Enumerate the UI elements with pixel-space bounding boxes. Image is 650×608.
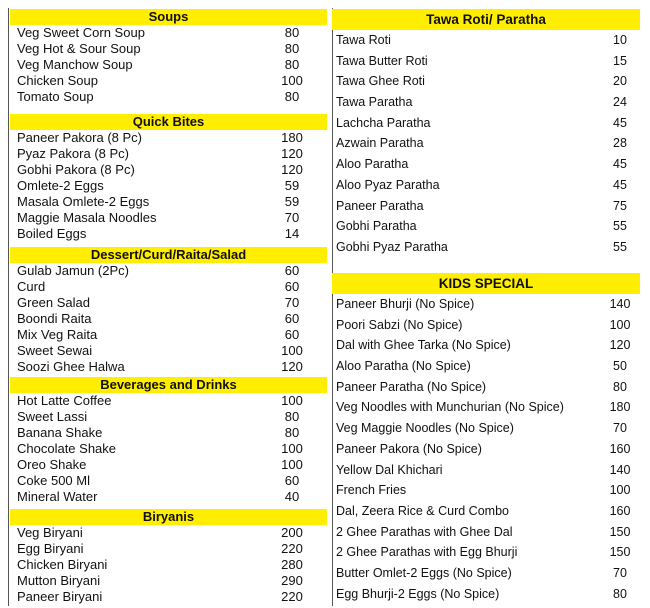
menu-item (10, 210, 327, 226)
section-header: Biryanis (10, 509, 327, 525)
menu-item-name: Veg Biryani (17, 525, 83, 540)
menu-item-price: 150 (609, 545, 631, 560)
menu-item (10, 311, 327, 327)
menu-item-name: Omlete-2 Eggs (17, 178, 104, 193)
menu-item-name: Yellow Dal Khichari (336, 462, 443, 477)
menu-item-price: 50 (613, 359, 627, 374)
menu-item (332, 71, 640, 92)
menu-item-price: 140 (609, 462, 631, 477)
menu-item-price: 120 (281, 162, 303, 177)
menu-item (332, 51, 640, 72)
menu-item (332, 335, 640, 356)
menu-item-name: Veg Hot & Sour Soup (17, 41, 141, 56)
section-quick-bites (10, 114, 327, 242)
menu-item (10, 589, 327, 605)
menu-item (10, 146, 327, 162)
menu-item-name: Maggie Masala Noodles (17, 210, 157, 225)
menu-item (10, 343, 327, 359)
menu-item-name: Mix Veg Raita (17, 327, 98, 342)
menu-item-price: 40 (284, 489, 300, 504)
menu-item-name: Mineral Water (17, 489, 98, 504)
menu-item-price: 80 (284, 425, 300, 440)
menu-item-price: 60 (284, 311, 300, 326)
menu-item (332, 542, 640, 563)
menu-item (10, 279, 327, 295)
menu-item-name: French Fries (336, 483, 407, 498)
menu-item (332, 237, 640, 258)
menu-item-name: Curd (17, 279, 46, 294)
menu-item-price: 180 (281, 130, 303, 145)
menu-item (10, 25, 327, 41)
menu-item (10, 162, 327, 178)
menu-item (332, 501, 640, 522)
menu-item (332, 154, 640, 175)
menu-item-price: 60 (284, 279, 300, 294)
menu-item (10, 89, 327, 105)
section-biryanis (10, 509, 327, 605)
menu-item-price: 120 (609, 338, 631, 353)
menu-item-price: 75 (613, 198, 627, 213)
menu-item-name: Chicken Soup (17, 73, 98, 88)
menu-item (332, 460, 640, 481)
menu-item-price: 70 (284, 295, 300, 310)
menu-item-name: Veg Sweet Corn Soup (17, 25, 145, 40)
menu-item (332, 113, 640, 134)
menu-item-name: Gulab Jamun (2Pc) (17, 263, 129, 278)
menu-item-price: 80 (284, 409, 300, 424)
menu-item-name: Tawa Roti (336, 33, 391, 47)
menu-item-name: Lachcha Paratha (336, 115, 431, 130)
menu-item-name: Veg Manchow Soup (17, 57, 133, 72)
section-header: Dessert/Curd/Raita/Salad (10, 247, 327, 263)
menu-item (332, 92, 640, 113)
menu-item-price: 100 (281, 441, 303, 456)
menu-item-price: 80 (613, 379, 627, 394)
menu-item-price: 120 (281, 359, 303, 374)
menu-item-price: 80 (613, 586, 627, 601)
menu-item-name: Tomato Soup (17, 89, 94, 104)
menu-item-price: 180 (609, 400, 631, 415)
menu-item-name: Banana Shake (17, 425, 103, 440)
menu-item (332, 315, 640, 336)
menu-item (10, 489, 327, 505)
menu-item-name: Paneer Pakora (No Spice) (336, 441, 482, 456)
menu-item-price: 20 (613, 74, 627, 89)
menu-item (10, 73, 327, 89)
menu-item (10, 327, 327, 343)
menu-item-name: Gobhi Paratha (336, 219, 417, 234)
menu-item-name: Mutton Biryani (17, 573, 101, 588)
menu-item-name: Green Salad (17, 295, 90, 310)
menu-item-price: 100 (281, 457, 303, 472)
menu-item (10, 573, 327, 589)
menu-item-name: Soozi Ghee Halwa (17, 359, 125, 374)
menu-item-name: Egg Biryani (17, 541, 84, 556)
menu-item (10, 441, 327, 457)
menu-item (10, 41, 327, 57)
menu-item-name: Poori Sabzi (No Spice) (336, 317, 463, 332)
menu-item-name: Aloo Paratha (336, 157, 409, 172)
menu-item-name: Tawa Butter Roti (336, 53, 428, 68)
menu-item-name: Tawa Ghee Roti (336, 74, 425, 89)
menu-item-price: 55 (613, 239, 627, 254)
section-kids-special (332, 273, 640, 604)
menu-item (332, 563, 640, 584)
menu-item-price: 100 (281, 73, 303, 88)
menu-item-name: Paneer Pakora (8 Pc) (17, 130, 143, 145)
menu-item-name: Hot Latte Coffee (17, 393, 112, 408)
menu-item (10, 557, 327, 573)
menu-item-name: Azwain Paratha (336, 136, 424, 151)
menu-item (10, 57, 327, 73)
menu-item-name: 2 Ghee Parathas with Ghee Dal (336, 524, 513, 539)
menu-item (332, 439, 640, 460)
menu-item-price: 80 (284, 57, 300, 72)
menu-item (10, 263, 327, 279)
menu-item-price: 28 (613, 136, 627, 151)
menu-item-name: Masala Omlete-2 Eggs (17, 194, 150, 209)
menu-item (332, 294, 640, 315)
menu-item-price: 140 (609, 297, 631, 311)
menu-item-name: Gobhi Pyaz Paratha (336, 239, 448, 254)
menu-item-price: 45 (613, 157, 627, 172)
menu-item (10, 541, 327, 557)
menu-item-price: 60 (284, 263, 300, 278)
menu-item (10, 525, 327, 541)
section-header: Quick Bites (10, 114, 327, 130)
menu-item-price: 200 (281, 525, 303, 540)
menu-item-price: 45 (613, 177, 627, 192)
menu-item-price: 59 (284, 194, 300, 209)
menu-item-price: 59 (284, 178, 300, 193)
menu-item-name: Paneer Bhurji (No Spice) (336, 297, 475, 311)
menu-item-price: 100 (609, 483, 631, 498)
section-header: KIDS SPECIAL (332, 273, 640, 294)
menu-item (10, 130, 327, 146)
menu-item (332, 216, 640, 237)
menu-item-price: 220 (281, 541, 303, 556)
menu-item (332, 133, 640, 154)
menu-item (10, 178, 327, 194)
menu-item-name: Butter Omlet-2 Eggs (No Spice) (336, 565, 512, 580)
menu-item (10, 359, 327, 375)
section-dessert-curd-raita-salad (10, 247, 327, 375)
menu-item (10, 295, 327, 311)
section-tawa-roti-paratha (332, 9, 640, 258)
menu-item-name: Gobhi Pakora (8 Pc) (17, 162, 135, 177)
menu-item (332, 397, 640, 418)
menu-item-price: 80 (284, 41, 300, 56)
menu-item (10, 425, 327, 441)
section-beverages-and-drinks (10, 377, 327, 505)
menu-item-name: Chicken Biryani (17, 557, 108, 572)
menu-item-price: 160 (609, 503, 631, 518)
menu-item-price: 160 (609, 441, 631, 456)
menu-item-price: 70 (613, 565, 627, 580)
section-soups (10, 9, 327, 105)
menu-item (332, 196, 640, 217)
menu-item-price: 14 (284, 226, 300, 241)
menu-item-price: 290 (281, 573, 303, 588)
menu-item (10, 226, 327, 242)
menu-item-price: 150 (609, 524, 631, 539)
menu-item (10, 457, 327, 473)
menu-item (332, 356, 640, 377)
menu-item-price: 70 (613, 421, 627, 436)
menu-item-name: Coke 500 Ml (17, 473, 90, 488)
menu-item (332, 377, 640, 398)
menu-item (332, 480, 640, 501)
menu-item (332, 522, 640, 543)
menu-item (10, 393, 327, 409)
menu-item-price: 80 (284, 89, 300, 104)
menu-item-name: Veg Maggie Noodles (No Spice) (336, 421, 514, 436)
section-header: Tawa Roti/ Paratha (332, 9, 640, 30)
column-divider (8, 8, 9, 606)
menu-item-price: 55 (613, 219, 627, 234)
menu-item-name: Aloo Pyaz Paratha (336, 177, 440, 192)
menu-item-price: 45 (613, 115, 627, 130)
menu-item (10, 473, 327, 489)
menu-item-name: Tawa Paratha (336, 95, 413, 110)
menu-item-price: 100 (281, 393, 303, 408)
menu-item-price: 15 (613, 53, 627, 68)
menu-item-price: 100 (281, 343, 303, 358)
menu-item-name: Aloo Paratha (No Spice) (336, 359, 471, 374)
menu-item (332, 175, 640, 196)
menu-item-name: Dal, Zeera Rice & Curd Combo (336, 503, 509, 518)
menu-item-name: Sweet Lassi (17, 409, 88, 424)
menu-item-name: Oreo Shake (17, 457, 87, 472)
menu-item-name: Paneer Paratha (336, 198, 424, 213)
menu-item-price: 100 (609, 317, 631, 332)
menu-item-price: 120 (281, 146, 303, 161)
menu-item-name: Chocolate Shake (17, 441, 117, 456)
menu-item-name: Paneer Paratha (No Spice) (336, 379, 487, 394)
menu-item (332, 30, 640, 51)
menu-item-price: 280 (281, 557, 303, 572)
menu-item (332, 418, 640, 439)
section-header: Beverages and Drinks (10, 377, 327, 393)
menu-item-name: Veg Noodles with Munchurian (No Spice) (336, 400, 564, 415)
menu-item-name: Egg Bhurji-2 Eggs (No Spice) (336, 586, 500, 601)
menu-item-name: Boondi Raita (17, 311, 92, 326)
menu-item-price: 60 (284, 327, 300, 342)
menu-item (10, 194, 327, 210)
menu-item-name: Dal with Ghee Tarka (No Spice) (336, 338, 511, 353)
menu-item-name: Boiled Eggs (17, 226, 87, 241)
menu-item-price: 60 (284, 473, 300, 488)
menu-item-price: 10 (613, 33, 627, 47)
menu-item (332, 584, 640, 605)
menu-item-price: 80 (284, 25, 300, 40)
menu-item-price: 70 (284, 210, 300, 225)
menu-item-name: Sweet Sewai (17, 343, 93, 358)
menu-item-name: 2 Ghee Parathas with Egg Bhurji (336, 545, 518, 560)
menu-item-price: 220 (281, 589, 303, 604)
menu-item-price: 24 (613, 95, 627, 110)
menu-item-name: Paneer Biryani (17, 589, 103, 604)
menu-item-name: Pyaz Pakora (8 Pc) (17, 146, 129, 161)
section-header: Soups (10, 9, 327, 25)
menu-item (10, 409, 327, 425)
